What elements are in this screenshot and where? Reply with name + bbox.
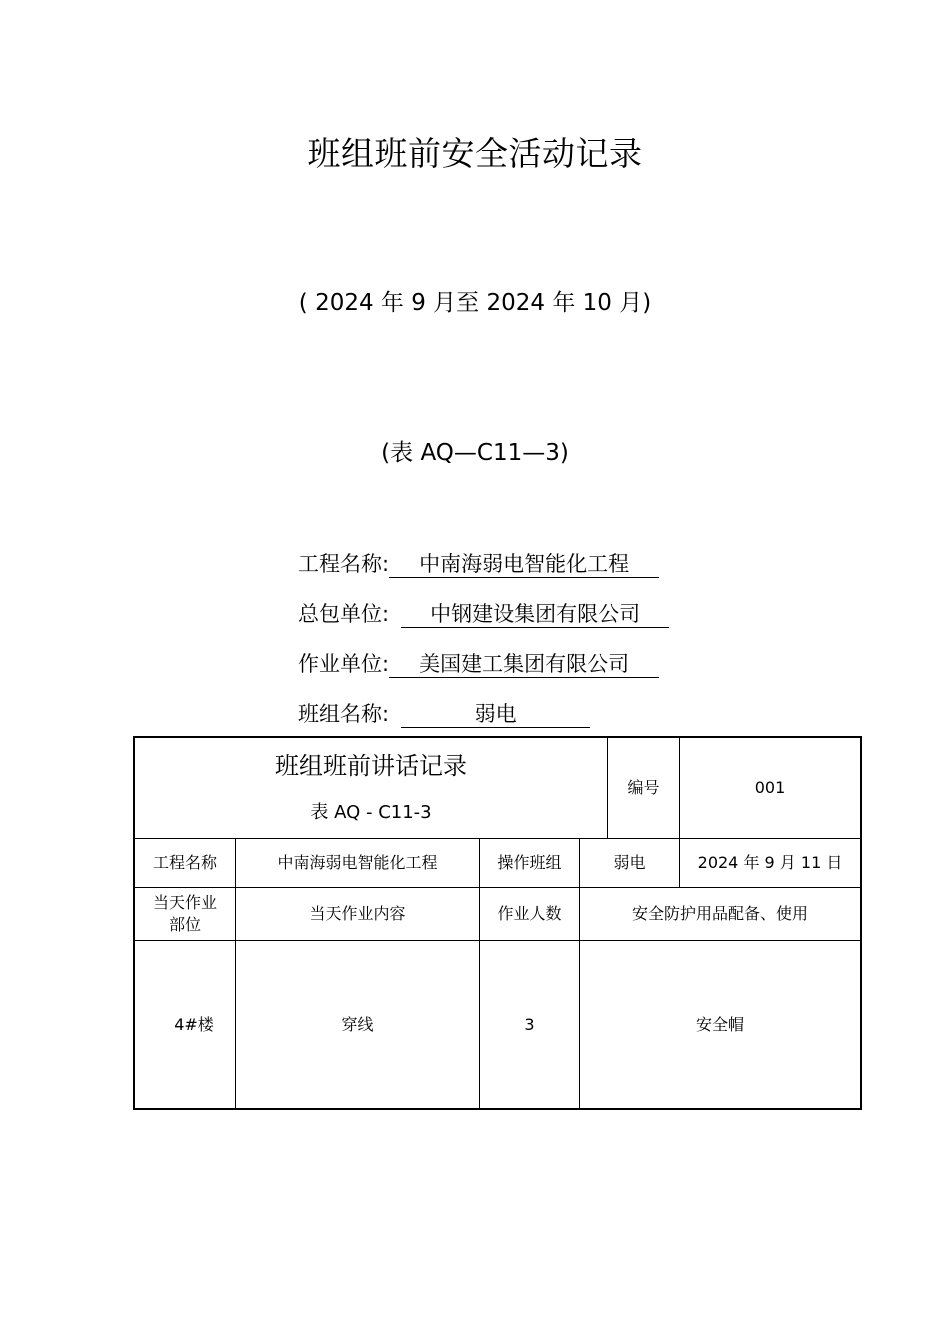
people-value: 3 (524, 1014, 535, 1034)
project-value-cell: 中南海弱电智能化工程 (277, 853, 438, 872)
work-unit-value: 美国建工集团有限公司 (389, 651, 659, 678)
people-header: 作业人数 (497, 904, 562, 923)
content-header: 当天作业内容 (309, 904, 406, 923)
record-date: 2024 年 9 月 11 日 (697, 853, 843, 872)
general-contractor-row (298, 598, 669, 628)
general-contractor-value: 中钢建设集团有限公司 (401, 601, 669, 628)
briefing-record-table (133, 736, 862, 1110)
work-unit-row (298, 648, 659, 678)
project-name-label: 工程名称: (298, 552, 390, 576)
serial-label: 编号 (627, 778, 660, 797)
team-label-cell: 操作班组 (497, 853, 562, 872)
project-name-value: 中南海弱电智能化工程 (389, 551, 659, 578)
table-subtitle: 表 AQ - C11-3 (310, 802, 432, 823)
document-title: 班组班前安全活动记录 (307, 134, 643, 173)
content-value: 穿线 (341, 1014, 374, 1034)
serial-value: 001 (754, 778, 786, 797)
general-contractor-label: 总包单位: (298, 602, 390, 626)
location-header: 当天作业部位 (153, 893, 218, 934)
project-label-cell: 工程名称 (152, 853, 217, 872)
team-name-label: 班组名称: (298, 702, 390, 726)
ppe-header: 安全防护用品配备、使用 (631, 904, 808, 923)
team-name-row (298, 698, 590, 728)
project-name-row (298, 548, 659, 578)
team-name-value: 弱电 (401, 701, 590, 728)
table-title: 班组班前讲话记录 (275, 752, 467, 780)
form-code: (表 AQ—C11—3) (381, 440, 569, 466)
record-period: ( 2024 年 9 月至 2024 年 10 月) (298, 290, 652, 316)
team-value-cell: 弱电 (613, 853, 646, 872)
ppe-value: 安全帽 (695, 1014, 744, 1034)
work-unit-label: 作业单位: (298, 652, 390, 676)
location-value: 4#楼 (174, 1014, 214, 1034)
